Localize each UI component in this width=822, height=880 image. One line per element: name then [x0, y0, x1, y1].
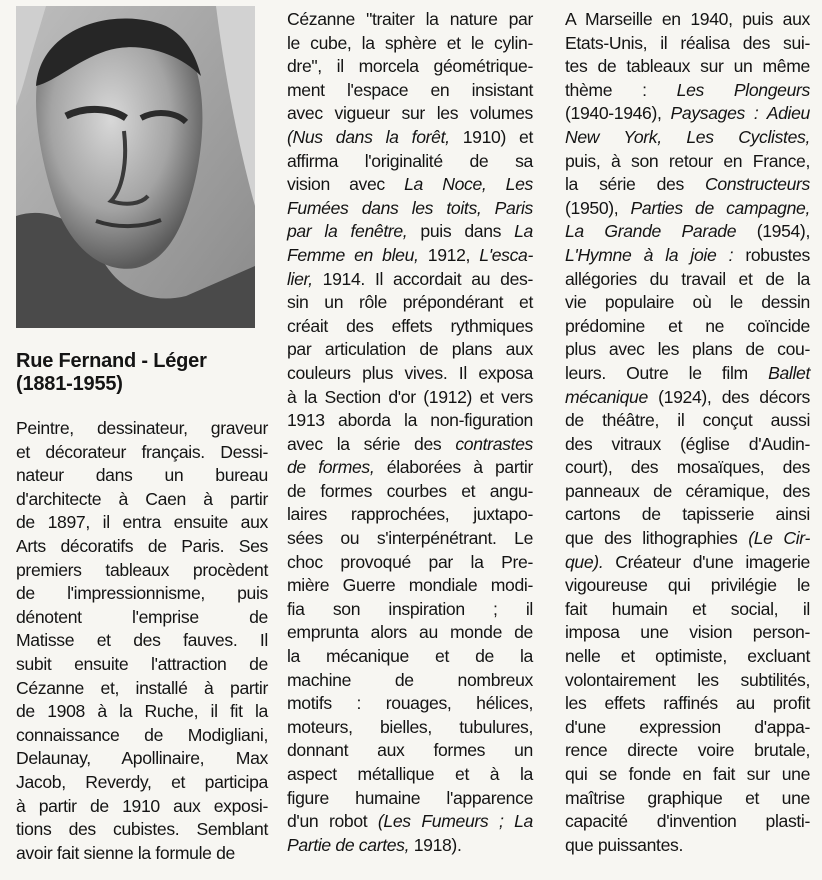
text-segment: affirma l'originalité de sa — [287, 150, 533, 171]
text-line — [565, 527, 810, 551]
text-segment: ment l'espace en insistant — [287, 79, 533, 100]
text-segment: tions des cubistes. Semblant — [16, 819, 268, 840]
text-line — [287, 268, 533, 292]
text-line — [287, 810, 533, 834]
text-line — [565, 598, 810, 622]
italic-segment: (Les Fumeurs ; La — [377, 811, 533, 832]
text-segment: nateur dans un bureau — [16, 465, 268, 486]
text-line — [287, 315, 533, 339]
text-segment: Cézanne "traiter la nature par — [287, 9, 533, 29]
text-segment: 1910) et — [449, 126, 533, 147]
text-line — [565, 197, 810, 221]
text-line — [565, 645, 810, 669]
italic-segment: Constructeurs — [705, 174, 810, 195]
text-segment: (1924), des décors — [647, 386, 810, 407]
text-line — [287, 787, 533, 811]
text-segment: avoir fait sienne la formule de — [16, 842, 235, 863]
text-line — [16, 818, 268, 842]
text-segment: leurs. Outre le film — [565, 362, 769, 383]
text-line — [16, 747, 268, 771]
text-line — [287, 527, 533, 551]
text-line — [16, 606, 268, 630]
text-segment: vigoureuse qui privilégie le — [565, 575, 810, 596]
text-segment: donnant aux formes un — [287, 740, 533, 761]
text-segment: 1914. Il accordait au des- — [312, 268, 533, 289]
text-line — [16, 653, 268, 677]
italic-segment: contrastes — [455, 433, 533, 454]
text-segment: d'une expression d'appa- — [565, 716, 810, 737]
text-segment: de 1897, il entra ensuite aux — [16, 512, 268, 533]
text-segment: imposa une vision person- — [565, 622, 810, 643]
text-segment: A Marseille en 1940, puis aux — [565, 9, 810, 29]
text-segment: par articulation de plans aux — [287, 339, 533, 360]
text-line — [565, 126, 810, 150]
italic-segment: Les Plongeurs — [676, 79, 811, 100]
text-line — [565, 716, 810, 740]
italic-segment: La — [514, 221, 533, 242]
text-line — [287, 551, 533, 575]
text-segment: Cézanne et, installé à partir — [16, 677, 268, 698]
text-segment: thème : — [565, 79, 677, 100]
text-segment: de théâtre, il conçut aussi — [565, 410, 810, 431]
text-line — [16, 488, 268, 512]
text-line — [287, 456, 533, 480]
text-line — [565, 787, 810, 811]
text-line — [287, 197, 533, 221]
text-segment: plus avec les plans de cou- — [565, 339, 810, 360]
text-line — [16, 511, 268, 535]
text-segment: maîtrise graphique et une — [565, 787, 810, 808]
text-line — [287, 220, 533, 244]
text-segment: sin un rôle prépondérant et — [287, 292, 533, 313]
text-segment: Etats-Unis, il réalisa des sui- — [565, 32, 810, 53]
text-line — [287, 386, 533, 410]
italic-segment: Femme en bleu, — [287, 244, 419, 265]
text-line — [16, 795, 268, 819]
text-line — [565, 32, 810, 56]
text-segment: robustes — [733, 244, 811, 265]
text-segment: d'architecte à Caen à partir — [16, 488, 268, 509]
text-segment: que puissantes. — [565, 834, 683, 855]
text-line — [287, 621, 533, 645]
text-line — [16, 464, 268, 488]
text-line — [565, 739, 810, 763]
text-line — [287, 291, 533, 315]
text-segment: avec vigueur sur les volumes — [287, 103, 533, 124]
text-segment: choc provoqué par la Pre- — [287, 551, 533, 572]
text-line — [287, 362, 533, 386]
text-segment: des vitraux (église d'Audin- — [565, 433, 810, 454]
text-line — [565, 433, 810, 457]
text-segment: Créateur d'une imagerie — [603, 551, 810, 572]
portrait-illustration — [16, 6, 255, 328]
text-segment: de 1908 à la Ruche, il fit la — [16, 701, 268, 722]
text-line — [16, 417, 268, 441]
text-line — [565, 362, 810, 386]
text-segment: fia son inspiration ; il — [287, 598, 533, 619]
text-line — [287, 574, 533, 598]
italic-segment: mécanique — [565, 386, 648, 407]
italic-segment: Paysages : Adieu — [670, 103, 810, 124]
text-segment: court), des mosaïques, des — [565, 457, 810, 478]
text-segment: la mécanique et de la — [287, 646, 533, 667]
text-line — [287, 173, 533, 197]
italic-segment: Ballet — [768, 362, 810, 383]
italic-segment: Fumées dans les toits, Paris — [287, 197, 533, 218]
text-line — [287, 150, 533, 174]
text-line — [287, 763, 533, 787]
text-line — [16, 771, 268, 795]
text-line — [287, 433, 533, 457]
text-column-1 — [16, 417, 268, 865]
text-line — [565, 810, 810, 834]
italic-segment: Partie de cartes, — [287, 834, 410, 855]
text-line — [565, 220, 810, 244]
text-segment: nelle et optimiste, excluant — [565, 646, 810, 667]
text-line — [565, 834, 810, 858]
text-segment: qui se fonde en fait sur une — [565, 764, 810, 784]
text-segment: dénotent l'emprise de — [16, 606, 268, 627]
text-segment: créait des effets rythmiques — [287, 315, 533, 336]
text-segment: avec la série des — [287, 433, 456, 454]
text-line — [565, 503, 810, 527]
text-line — [16, 842, 268, 866]
text-line — [565, 574, 810, 598]
text-line — [565, 244, 810, 268]
text-line — [287, 692, 533, 716]
text-line — [565, 480, 810, 504]
text-line — [16, 677, 268, 701]
text-segment: couleurs plus vives. Il exposa — [287, 362, 533, 383]
life-dates: (1881-1955) — [16, 373, 123, 395]
text-segment: vision avec — [287, 174, 405, 195]
text-segment: que des lithographies — [565, 528, 749, 549]
text-segment: rence directe voire brutale, — [565, 740, 810, 761]
text-line — [287, 32, 533, 56]
text-segment: Peintre, dessinateur, graveur — [16, 418, 268, 438]
text-line — [287, 126, 533, 150]
text-line — [16, 700, 268, 724]
text-line — [16, 535, 268, 559]
text-line — [16, 559, 268, 583]
text-segment: le cube, la sphère et le cylin- — [287, 32, 533, 53]
text-line — [565, 291, 810, 315]
text-line — [565, 456, 810, 480]
text-segment: panneaux de céramique, des — [565, 480, 810, 501]
text-segment: subit ensuite l'attraction de — [16, 653, 268, 674]
text-segment: allégories du travail et de la — [565, 268, 810, 289]
text-line — [565, 338, 810, 362]
italic-segment: New York, Les Cyclistes, — [565, 126, 810, 147]
text-segment: capacité d'invention plasti- — [565, 811, 810, 832]
text-line — [565, 173, 810, 197]
text-segment: puis, à son retour en France, — [565, 150, 810, 171]
text-line — [287, 8, 533, 32]
text-segment: machine de nombreux — [287, 669, 533, 690]
text-segment: cartons de tapisserie ainsi — [565, 504, 810, 525]
text-segment: Arts décoratifs de Paris. Ses — [16, 535, 268, 556]
text-line — [565, 8, 810, 32]
text-segment: les effets raffinés au profit — [565, 693, 810, 714]
text-line — [565, 763, 810, 787]
text-segment: figure humaine l'apparence — [287, 787, 533, 808]
text-segment: d'un robot — [287, 811, 378, 832]
text-line — [565, 315, 810, 339]
portrait-photo — [16, 6, 255, 328]
text-segment: aspect métallique et à la — [287, 764, 533, 784]
text-line — [287, 55, 533, 79]
text-segment: motifs : rouages, hélices, — [287, 693, 533, 714]
text-segment: prédomine et ne coïncide — [565, 315, 810, 336]
text-line — [565, 79, 810, 103]
text-line — [565, 386, 810, 410]
text-segment: et décorateur français. Dessi- — [16, 441, 268, 462]
text-line — [16, 441, 268, 465]
text-segment: premiers tableaux procèdent — [16, 559, 268, 580]
text-segment: sées ou s'interpénétrant. Le — [287, 528, 533, 549]
text-column-2 — [287, 8, 533, 857]
text-line — [287, 645, 533, 669]
text-segment: dre", il morcela géométrique- — [287, 56, 533, 77]
text-line — [565, 268, 810, 292]
italic-segment: (Nus dans la forêt, — [287, 126, 450, 147]
text-segment: vie populaire où le dessin — [565, 292, 810, 313]
text-segment: à la Section d'or (1912) et vers — [287, 386, 533, 407]
text-line — [287, 102, 533, 126]
italic-segment: (Le Cir- — [748, 528, 811, 549]
text-segment: Matisse et des fauves. Il — [16, 630, 268, 651]
text-line — [565, 551, 810, 575]
street-name: Rue Fernand - Léger — [16, 350, 207, 372]
text-segment: puis dans — [407, 221, 515, 242]
text-line — [287, 244, 533, 268]
text-line — [565, 692, 810, 716]
text-segment: emprunta alors au monde de — [287, 622, 533, 643]
text-line — [565, 669, 810, 693]
text-segment: mière Guerre mondiale modi- — [287, 575, 533, 596]
text-segment: (1954), — [736, 221, 810, 242]
text-segment: Delaunay, Apollinaire, Max — [16, 748, 268, 769]
text-column-3 — [565, 8, 810, 857]
text-segment: à partir de 1910 aux exposi- — [16, 795, 268, 816]
text-line — [16, 629, 268, 653]
text-line — [565, 150, 810, 174]
text-line — [287, 79, 533, 103]
text-segment: moteurs, bielles, tubulures, — [287, 716, 533, 737]
text-line — [565, 409, 810, 433]
text-segment: volontairement les subtilités, — [565, 669, 810, 690]
text-segment: de formes courbes et angu- — [287, 480, 533, 501]
text-line — [287, 716, 533, 740]
text-segment: 1912, — [418, 244, 480, 265]
text-line — [287, 669, 533, 693]
text-line — [16, 582, 268, 606]
text-segment: 1918). — [409, 834, 462, 855]
italic-segment: Parties de campagne, — [630, 197, 810, 218]
text-segment: connaissance de Modigliani, — [16, 724, 268, 745]
text-segment: Jacob, Reverdy, et participa — [16, 771, 268, 792]
text-segment: (1940-1946), — [565, 103, 671, 124]
italic-segment: L'Hymne à la joie : — [565, 244, 734, 265]
text-segment: de l'impressionnisme, puis — [16, 583, 268, 604]
text-line — [565, 102, 810, 126]
text-line — [287, 338, 533, 362]
italic-segment: lier, — [287, 268, 313, 289]
text-segment: (1950), — [565, 197, 631, 218]
article-heading — [16, 350, 266, 396]
text-line — [287, 834, 533, 858]
text-line — [565, 621, 810, 645]
italic-segment: que). — [565, 551, 604, 572]
italic-segment: de formes, — [287, 457, 375, 478]
text-segment: 1913 aborda la non-figuration — [287, 410, 533, 431]
text-segment: la série des — [565, 174, 706, 195]
italic-segment: L'esca- — [479, 244, 533, 265]
text-line — [287, 503, 533, 527]
italic-segment: La Noce, Les — [404, 174, 533, 195]
text-line — [565, 55, 810, 79]
text-segment: tes de tableaux sur un même — [565, 56, 810, 77]
text-segment: fait humain et social, il — [565, 598, 810, 619]
text-line — [287, 409, 533, 433]
text-line — [16, 724, 268, 748]
italic-segment: La Grande Parade — [565, 221, 737, 242]
text-line — [287, 480, 533, 504]
text-line — [287, 739, 533, 763]
text-segment: élaborées à partir — [374, 457, 533, 478]
text-line — [287, 598, 533, 622]
text-segment: laires rapprochées, juxtapo- — [287, 504, 533, 525]
italic-segment: par la fenêtre, — [287, 221, 408, 242]
